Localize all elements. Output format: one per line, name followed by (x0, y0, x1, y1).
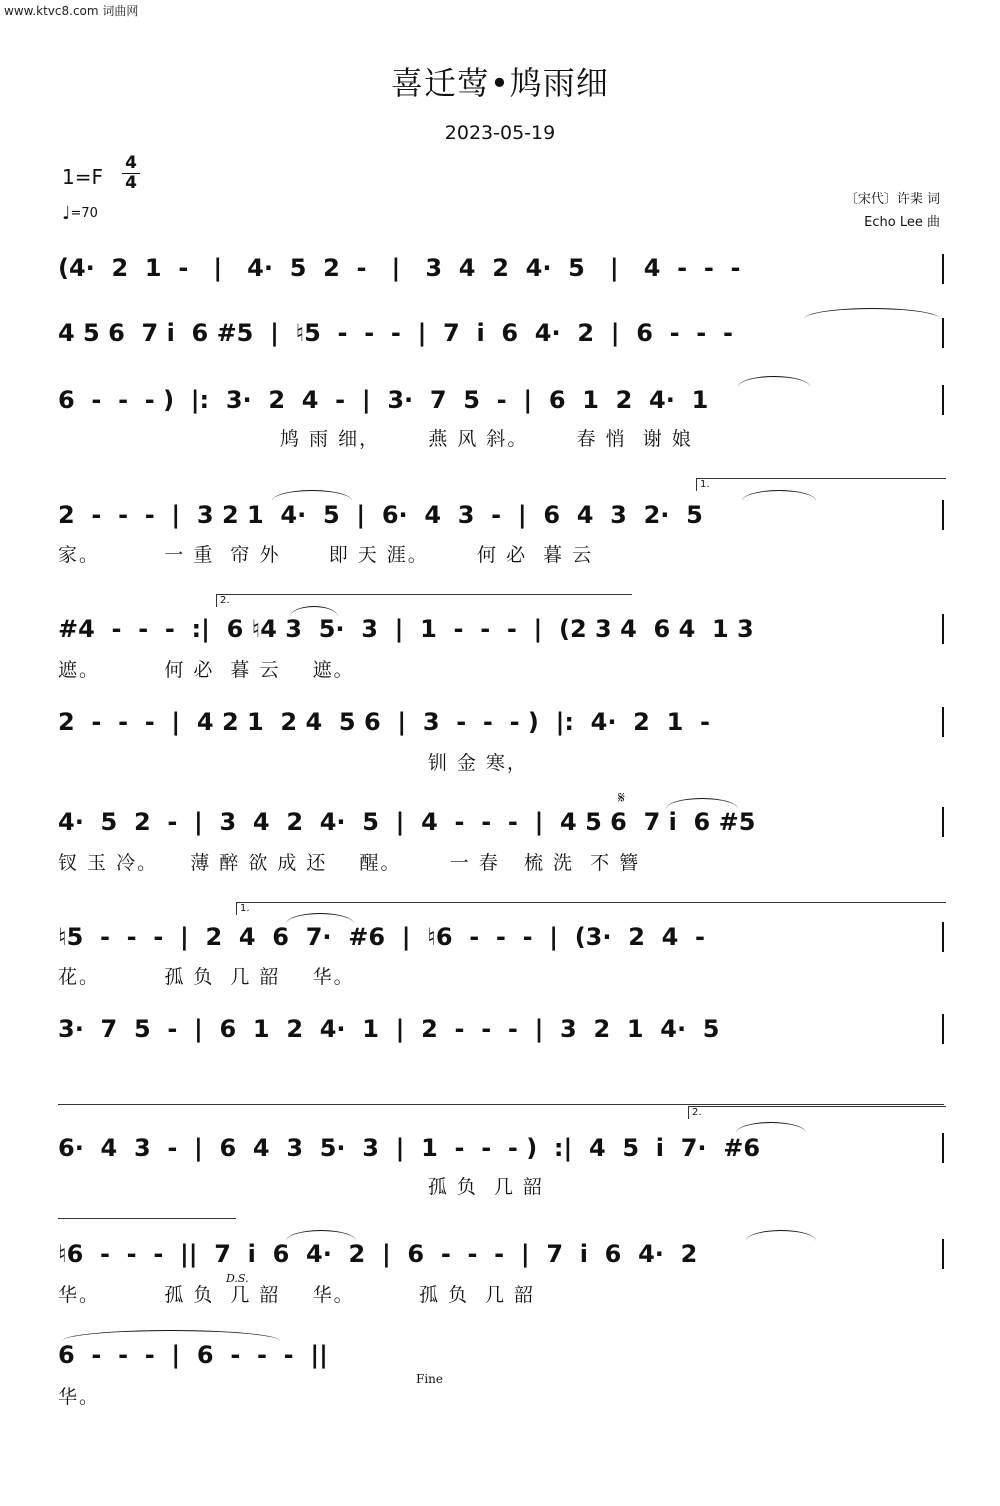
lyricist-credit: 〔宋代〕许棐 词 (844, 192, 940, 207)
segno-icon: 𝄋 (618, 788, 625, 807)
time-signature-bottom: 4 (125, 173, 137, 193)
notation-system-12 (58, 1340, 944, 1370)
lyrics-line: 钗 玉 冷。 薄 醉 欲 成 还 醒。 一 春 梳 洗 不 簪 (58, 852, 641, 874)
volta-1-second: 1. (236, 902, 946, 915)
song-title: 喜迁莺•鸠雨细 (391, 64, 609, 102)
lyrics-line: 钏 金 寒， (58, 752, 528, 774)
barline (942, 922, 944, 952)
slur (666, 798, 738, 809)
tempo-marking (62, 202, 98, 224)
notation-system-10 (58, 1133, 944, 1163)
tie (804, 308, 940, 319)
volta-2-second: 2. (688, 1106, 946, 1119)
barline (942, 1239, 944, 1269)
notation-system-8 (58, 922, 944, 952)
watermark: www.ktvc8.com 词曲网 (4, 4, 139, 18)
dal-segno-mark: D.S. (226, 1272, 249, 1285)
slur (746, 1230, 816, 1241)
barline (942, 1133, 944, 1163)
notes: 3· 7 5 - | 6 1 2 4· 1 | 2 - - - | 3 2 1 4· 5 (58, 1015, 720, 1043)
notes: 4 5 6 7 i 6 #5 | ♮5 - - - | 7 i 6 4· 2 | 6 - - - (58, 319, 733, 347)
notes: (4· 2 1 - | 4· 5 2 - | 3 4 2 4· 5 | 4 - - - (58, 254, 741, 282)
notation-system-9 (58, 1014, 944, 1044)
lyrics-line: 华。 (58, 1386, 101, 1408)
notation-system-4 (58, 500, 944, 530)
volta-end (58, 1218, 236, 1219)
notation-system-5 (58, 614, 944, 644)
volta-1: 1. (696, 478, 946, 491)
lyrics-line: 孤 负 几 韶 (58, 1176, 544, 1198)
notation-system-3 (58, 385, 944, 415)
slur (290, 606, 338, 617)
notation-system-7 (58, 807, 944, 837)
lyrics-line: 家。 一 重 帘 外 即 天 涯。 何 必 暮 云 (58, 544, 594, 566)
volta-2: 2. (216, 594, 632, 607)
tempo-value: =70 (70, 206, 98, 221)
notation-system-11 (58, 1239, 944, 1269)
lyrics-line: 鸠 雨 细， 燕 风 斜。 春 悄 谢 娘 (280, 428, 693, 450)
time-signature (122, 154, 140, 193)
notes: 6 - - - | 6 - - - || (58, 1341, 328, 1369)
slur (736, 1122, 806, 1133)
volta-continuation (58, 1104, 944, 1105)
lyrics-line: 华。 孤 负 几 韶 华。 孤 负 几 韶 (58, 1284, 536, 1306)
notes: 2 - - - | 3 2 1 4· 5 | 6· 4 3 - | 6 4 3 2· 5 (58, 501, 703, 529)
composer-credit: Echo Lee 曲 (864, 215, 940, 230)
barline (942, 385, 944, 415)
notes: #4 - - - :| 6 ♮4 3 5· 3 | 1 - - - | (2 3 4 6 4 1 3 (58, 615, 754, 643)
notes: ♮5 - - - | 2 4 6 7· #6 | ♮6 - - - | (3· 2 4 - (58, 923, 705, 951)
notation-system-1 (58, 253, 944, 283)
barline (942, 500, 944, 530)
notes: 4· 5 2 - | 3 4 2 4· 5 | 4 - - - | 4 5 6 7 i 6 #5 (58, 808, 756, 836)
key-signature: 1=F (62, 165, 103, 189)
barline (942, 614, 944, 644)
barline (942, 807, 944, 837)
notation-system-6 (58, 707, 944, 737)
tie (62, 1330, 280, 1341)
song-date: 2023-05-19 (444, 122, 556, 144)
fine-mark: Fine (416, 1372, 443, 1386)
slur (272, 490, 352, 501)
barline (942, 707, 944, 737)
time-signature-top: 4 (122, 154, 140, 174)
notes: ♮6 - - - || 7 i 6 4· 2 | 6 - - - | 7 i 6 4· 2 (58, 1240, 698, 1268)
slur (738, 376, 810, 387)
quarter-note-icon: ♩ (62, 202, 71, 224)
lyrics-line: 遮。 何 必 暮 云 遮。 (58, 659, 355, 681)
notes: 2 - - - | 4 2 1 2 4 5 6 | 3 - - - ) |: 4· 2 1 - (58, 708, 710, 736)
notation-system-2 (58, 318, 944, 348)
barline (942, 254, 944, 284)
notes: 6· 4 3 - | 6 4 3 5· 3 | 1 - - - ) :| 4 5 i 7· #6 (58, 1134, 761, 1162)
barline (942, 1014, 944, 1044)
lyrics-line: 花。 孤 负 几 韶 华。 (58, 966, 355, 988)
slur (286, 1230, 356, 1241)
barline (942, 318, 944, 348)
slur (742, 490, 816, 501)
notes: 6 - - - ) |: 3· 2 4 - | 3· 7 5 - | 6 1 2 4· 1 (58, 386, 709, 414)
